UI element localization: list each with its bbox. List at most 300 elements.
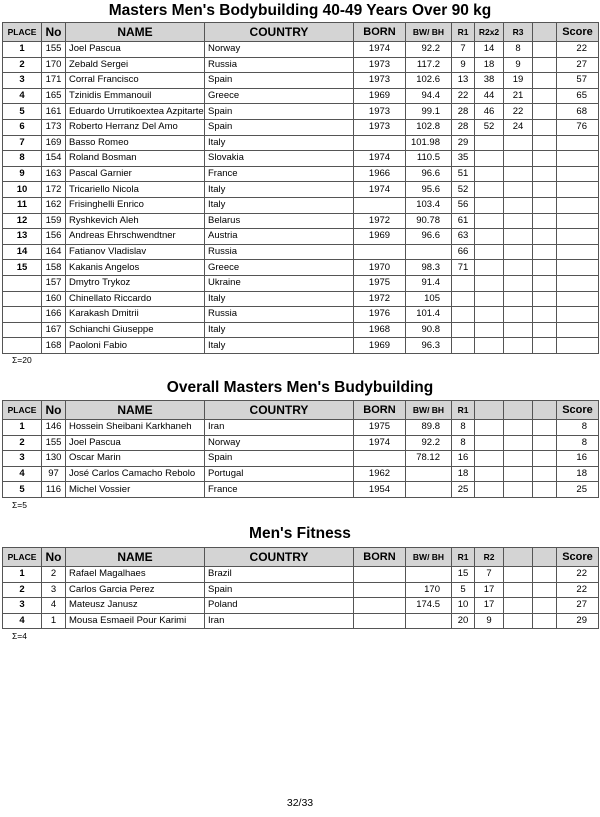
cell-round-2 [475, 182, 504, 198]
cell-number: 3 [42, 582, 66, 598]
cell-bodyweight: 96.6 [406, 229, 452, 245]
cell-country: Ukraine [205, 275, 354, 291]
cell-country: Norway [205, 42, 354, 58]
cell-born: 1973 [354, 57, 406, 73]
cell-score: 16 [557, 451, 599, 467]
cell-score [557, 291, 599, 307]
cell-round-3: 21 [504, 88, 533, 104]
column-header-round-2 [475, 401, 504, 420]
column-header-round-1: R1 [452, 401, 475, 420]
cell-name: Dmytro Trykoz [66, 275, 205, 291]
cell-number: 155 [42, 42, 66, 58]
cell-place [3, 307, 42, 323]
column-header-blank [533, 23, 557, 42]
cell-round-2: 7 [475, 567, 504, 583]
cell-blank [533, 598, 557, 614]
cell-name: Schianchi Giuseppe [66, 322, 205, 338]
cell-round-1: 8 [452, 420, 475, 436]
cell-round-1: 10 [452, 598, 475, 614]
cell-round-3 [504, 197, 533, 213]
table-row [3, 260, 599, 276]
cell-country: Italy [205, 135, 354, 151]
cell-blank [533, 42, 557, 58]
table-row [3, 451, 599, 467]
cell-born: 1969 [354, 88, 406, 104]
cell-blank [533, 275, 557, 291]
cell-name: Tricariello Nicola [66, 182, 205, 198]
cell-bodyweight [406, 466, 452, 482]
cell-blank [533, 322, 557, 338]
cell-country: Spain [205, 119, 354, 135]
cell-round-1 [452, 275, 475, 291]
column-header-country: COUNTRY [205, 401, 354, 420]
cell-blank [533, 151, 557, 167]
cell-number: 163 [42, 166, 66, 182]
cell-number: 2 [42, 567, 66, 583]
cell-place: 12 [3, 213, 42, 229]
cell-born: 1976 [354, 307, 406, 323]
cell-number: 171 [42, 73, 66, 89]
cell-round-1: 25 [452, 482, 475, 498]
cell-score [557, 166, 599, 182]
cell-round-1: 35 [452, 151, 475, 167]
table-row [3, 582, 599, 598]
table-row [3, 197, 599, 213]
cell-bodyweight: 101.98 [406, 135, 452, 151]
cell-round-2 [475, 466, 504, 482]
cell-country: Poland [205, 598, 354, 614]
cell-number: 1 [42, 613, 66, 629]
cell-born [354, 451, 406, 467]
cell-score [557, 338, 599, 354]
cell-number: 116 [42, 482, 66, 498]
cell-number: 162 [42, 197, 66, 213]
cell-name: Joel Pascua [66, 435, 205, 451]
cell-name: Corral Francisco [66, 73, 205, 89]
cell-round-3 [504, 420, 533, 436]
cell-round-1 [452, 291, 475, 307]
table-row [3, 135, 599, 151]
column-header-country: COUNTRY [205, 548, 354, 567]
cell-place: 2 [3, 57, 42, 73]
cell-score: 8 [557, 420, 599, 436]
cell-blank [533, 197, 557, 213]
column-header-score: Score [557, 23, 599, 42]
cell-score [557, 182, 599, 198]
cell-round-2 [475, 451, 504, 467]
cell-country: Iran [205, 420, 354, 436]
cell-born: 1969 [354, 338, 406, 354]
cell-round-2 [475, 166, 504, 182]
column-header-round-3 [504, 548, 533, 567]
cell-number: 4 [42, 598, 66, 614]
cell-round-1: 28 [452, 104, 475, 120]
column-header-bodyweight: BW/ BH [406, 23, 452, 42]
cell-round-3 [504, 338, 533, 354]
cell-round-1: 22 [452, 88, 475, 104]
cell-name: Mateusz Janusz [66, 598, 205, 614]
cell-round-1 [452, 338, 475, 354]
cell-place: 5 [3, 482, 42, 498]
cell-score [557, 307, 599, 323]
cell-round-2 [475, 260, 504, 276]
cell-number: 167 [42, 322, 66, 338]
column-header-round-3 [504, 401, 533, 420]
cell-bodyweight: 90.8 [406, 322, 452, 338]
cell-name: Roberto Herranz Del Amo [66, 119, 205, 135]
table-row [3, 42, 599, 58]
cell-bodyweight: 98.3 [406, 260, 452, 276]
cell-round-3 [504, 182, 533, 198]
cell-blank [533, 567, 557, 583]
cell-score [557, 135, 599, 151]
cell-round-3 [504, 213, 533, 229]
cell-number: 130 [42, 451, 66, 467]
cell-place: 13 [3, 229, 42, 245]
cell-born: 1974 [354, 151, 406, 167]
cell-round-2: 44 [475, 88, 504, 104]
cell-blank [533, 451, 557, 467]
cell-round-2 [475, 420, 504, 436]
row-count: Σ=5 [12, 500, 27, 510]
cell-bodyweight: 94.4 [406, 88, 452, 104]
cell-round-2 [475, 291, 504, 307]
cell-round-1: 13 [452, 73, 475, 89]
cell-country: Spain [205, 451, 354, 467]
cell-score [557, 322, 599, 338]
cell-score: 22 [557, 42, 599, 58]
cell-round-2: 17 [475, 598, 504, 614]
cell-round-1: 63 [452, 229, 475, 245]
cell-country: Russia [205, 244, 354, 260]
table-row [3, 182, 599, 198]
cell-blank [533, 582, 557, 598]
cell-country: Italy [205, 291, 354, 307]
column-header-born: BORN [354, 401, 406, 420]
cell-score [557, 229, 599, 245]
cell-blank [533, 57, 557, 73]
cell-bodyweight: 105 [406, 291, 452, 307]
cell-blank [533, 435, 557, 451]
cell-score [557, 275, 599, 291]
table-row [3, 166, 599, 182]
cell-country: Russia [205, 307, 354, 323]
cell-round-2 [475, 213, 504, 229]
cell-bodyweight: 103.4 [406, 197, 452, 213]
table-row [3, 151, 599, 167]
cell-bodyweight [406, 613, 452, 629]
cell-born: 1975 [354, 275, 406, 291]
cell-round-3: 8 [504, 42, 533, 58]
cell-place: 5 [3, 104, 42, 120]
cell-blank [533, 119, 557, 135]
cell-name: Rafael Magalhaes [66, 567, 205, 583]
cell-born: 1970 [354, 260, 406, 276]
table-row [3, 57, 599, 73]
cell-score: 76 [557, 119, 599, 135]
cell-round-1: 5 [452, 582, 475, 598]
cell-round-2 [475, 244, 504, 260]
cell-place: 6 [3, 119, 42, 135]
cell-name: Oscar Marin [66, 451, 205, 467]
table-row [3, 213, 599, 229]
cell-country: France [205, 166, 354, 182]
cell-name: Pascal Garnier [66, 166, 205, 182]
cell-place: 10 [3, 182, 42, 198]
column-header-round-2: R2 [475, 548, 504, 567]
cell-number: 160 [42, 291, 66, 307]
cell-number: 155 [42, 435, 66, 451]
cell-round-1: 15 [452, 567, 475, 583]
cell-round-1: 52 [452, 182, 475, 198]
cell-country: Greece [205, 88, 354, 104]
column-header-blank [533, 548, 557, 567]
cell-born: 1975 [354, 420, 406, 436]
cell-round-2: 18 [475, 57, 504, 73]
cell-round-2 [475, 307, 504, 323]
results-table [2, 400, 599, 498]
cell-bodyweight: 96.3 [406, 338, 452, 354]
cell-bodyweight [406, 244, 452, 260]
cell-round-3: 22 [504, 104, 533, 120]
table-row [3, 435, 599, 451]
column-header-bodyweight: BW/ BH [406, 548, 452, 567]
cell-country: Italy [205, 197, 354, 213]
table-body [3, 420, 599, 498]
column-header-round-3: R3 [504, 23, 533, 42]
cell-place [3, 275, 42, 291]
table-row [3, 482, 599, 498]
cell-bodyweight: 174.5 [406, 598, 452, 614]
cell-round-3 [504, 567, 533, 583]
cell-born: 1969 [354, 229, 406, 245]
cell-bodyweight: 95.6 [406, 182, 452, 198]
cell-place: 3 [3, 451, 42, 467]
cell-round-3 [504, 151, 533, 167]
column-header-number: No [42, 23, 66, 42]
cell-place [3, 322, 42, 338]
cell-round-1: 28 [452, 119, 475, 135]
cell-country: Russia [205, 57, 354, 73]
table-row [3, 466, 599, 482]
cell-score: 8 [557, 435, 599, 451]
cell-name: Hossein Sheibani Karkhaneh [66, 420, 205, 436]
cell-bodyweight [406, 567, 452, 583]
cell-name: Fatianov Vladislav [66, 244, 205, 260]
cell-born: 1968 [354, 322, 406, 338]
column-header-country: COUNTRY [205, 23, 354, 42]
cell-round-3 [504, 598, 533, 614]
page-number: 32/33 [286, 797, 314, 809]
cell-country: Iran [205, 613, 354, 629]
column-header-number: No [42, 401, 66, 420]
cell-bodyweight: 102.8 [406, 119, 452, 135]
cell-round-1: 7 [452, 42, 475, 58]
cell-number: 158 [42, 260, 66, 276]
column-header-blank [533, 401, 557, 420]
table-header-row [3, 548, 599, 567]
cell-name: Chinellato Riccardo [66, 291, 205, 307]
column-header-born: BORN [354, 548, 406, 567]
cell-country: Greece [205, 260, 354, 276]
cell-name: Michel Vossier [66, 482, 205, 498]
cell-bodyweight: 99.1 [406, 104, 452, 120]
cell-round-2 [475, 151, 504, 167]
cell-number: 169 [42, 135, 66, 151]
section-title: Men's Fitness [249, 525, 351, 542]
cell-round-3: 9 [504, 57, 533, 73]
table-row [3, 275, 599, 291]
cell-round-3 [504, 613, 533, 629]
cell-round-3: 19 [504, 73, 533, 89]
cell-country: Spain [205, 582, 354, 598]
column-header-round-2: R2x2 [475, 23, 504, 42]
cell-round-2 [475, 135, 504, 151]
cell-round-2 [475, 322, 504, 338]
cell-name: Tzinidis Emmanouil [66, 88, 205, 104]
results-table [2, 22, 599, 354]
cell-round-3 [504, 482, 533, 498]
cell-place: 1 [3, 567, 42, 583]
cell-name: Paoloni Fabio [66, 338, 205, 354]
cell-round-1: 51 [452, 166, 475, 182]
column-header-number: No [42, 548, 66, 567]
cell-bodyweight: 90.78 [406, 213, 452, 229]
cell-round-3 [504, 435, 533, 451]
cell-born: 1973 [354, 73, 406, 89]
section-title: Overall Masters Men's Budybuilding [166, 379, 434, 396]
cell-blank [533, 338, 557, 354]
cell-round-1 [452, 307, 475, 323]
cell-round-3 [504, 135, 533, 151]
cell-place: 7 [3, 135, 42, 151]
cell-name: Eduardo Urrutikoextea Azpitarte [66, 104, 205, 120]
cell-round-2: 38 [475, 73, 504, 89]
column-header-round-1: R1 [452, 23, 475, 42]
cell-score [557, 151, 599, 167]
cell-born [354, 244, 406, 260]
cell-country: Italy [205, 338, 354, 354]
column-header-bodyweight: BW/ BH [406, 401, 452, 420]
row-count: Σ=20 [12, 355, 32, 365]
cell-blank [533, 104, 557, 120]
column-header-score: Score [557, 401, 599, 420]
cell-number: 173 [42, 119, 66, 135]
column-header-name: NAME [66, 401, 205, 420]
cell-born [354, 135, 406, 151]
cell-born [354, 582, 406, 598]
cell-score: 25 [557, 482, 599, 498]
table-row [3, 73, 599, 89]
table-row [3, 244, 599, 260]
column-header-born: BORN [354, 23, 406, 42]
cell-score: 57 [557, 73, 599, 89]
cell-place: 8 [3, 151, 42, 167]
cell-bodyweight: 170 [406, 582, 452, 598]
cell-round-1: 61 [452, 213, 475, 229]
cell-country: France [205, 482, 354, 498]
cell-number: 164 [42, 244, 66, 260]
cell-score [557, 213, 599, 229]
cell-number: 170 [42, 57, 66, 73]
cell-name: Frisinghelli Enrico [66, 197, 205, 213]
cell-country: Portugal [205, 466, 354, 482]
cell-place: 2 [3, 582, 42, 598]
cell-number: 146 [42, 420, 66, 436]
cell-score: 27 [557, 598, 599, 614]
cell-country: Slovakia [205, 151, 354, 167]
column-header-place: PLACE [3, 23, 42, 42]
cell-country: Spain [205, 104, 354, 120]
table-row [3, 88, 599, 104]
cell-number: 166 [42, 307, 66, 323]
cell-round-1 [452, 322, 475, 338]
table-row [3, 338, 599, 354]
cell-name: Roland Bosman [66, 151, 205, 167]
cell-score [557, 197, 599, 213]
cell-place [3, 338, 42, 354]
cell-born: 1973 [354, 119, 406, 135]
cell-bodyweight: 102.6 [406, 73, 452, 89]
cell-round-1: 56 [452, 197, 475, 213]
column-header-score: Score [557, 548, 599, 567]
cell-born: 1974 [354, 435, 406, 451]
cell-number: 156 [42, 229, 66, 245]
cell-round-3 [504, 260, 533, 276]
column-header-place: PLACE [3, 401, 42, 420]
cell-score: 18 [557, 466, 599, 482]
cell-round-3 [504, 451, 533, 467]
cell-round-1: 16 [452, 451, 475, 467]
cell-bodyweight: 110.5 [406, 151, 452, 167]
table-row [3, 291, 599, 307]
cell-blank [533, 244, 557, 260]
cell-place: 1 [3, 420, 42, 436]
cell-blank [533, 88, 557, 104]
cell-number: 157 [42, 275, 66, 291]
cell-bodyweight: 101.4 [406, 307, 452, 323]
cell-round-3 [504, 322, 533, 338]
cell-round-2 [475, 435, 504, 451]
cell-blank [533, 229, 557, 245]
cell-blank [533, 291, 557, 307]
cell-country: Italy [205, 182, 354, 198]
cell-round-1: 20 [452, 613, 475, 629]
cell-bodyweight: 117.2 [406, 57, 452, 73]
cell-blank [533, 73, 557, 89]
cell-round-2: 46 [475, 104, 504, 120]
cell-born [354, 567, 406, 583]
cell-round-3: 24 [504, 119, 533, 135]
table-row [3, 322, 599, 338]
cell-place: 3 [3, 598, 42, 614]
cell-born [354, 197, 406, 213]
cell-round-2 [475, 482, 504, 498]
cell-blank [533, 166, 557, 182]
cell-round-2 [475, 229, 504, 245]
cell-bodyweight: 96.6 [406, 166, 452, 182]
table-row [3, 420, 599, 436]
cell-round-3 [504, 275, 533, 291]
cell-number: 168 [42, 338, 66, 354]
cell-place: 4 [3, 466, 42, 482]
table-body [3, 42, 599, 354]
cell-place: 4 [3, 88, 42, 104]
cell-score: 22 [557, 567, 599, 583]
table-row [3, 119, 599, 135]
cell-name: Andreas Ehrschwendtner [66, 229, 205, 245]
column-header-name: NAME [66, 23, 205, 42]
